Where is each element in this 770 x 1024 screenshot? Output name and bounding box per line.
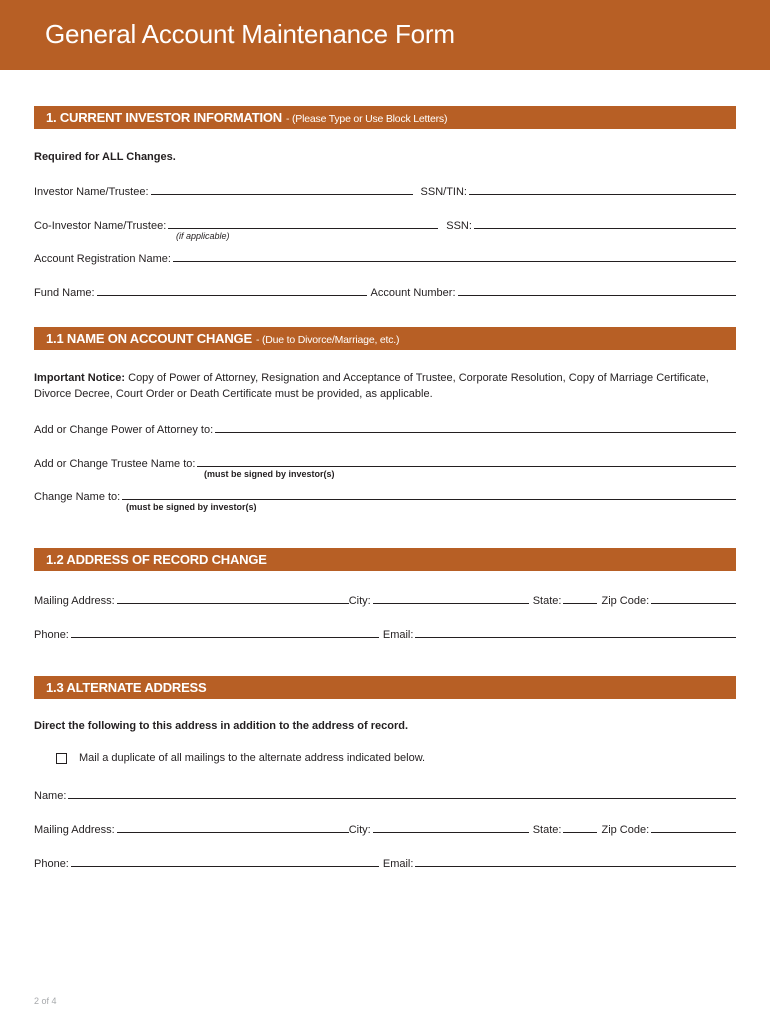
- state-field[interactable]: [563, 832, 597, 833]
- email-label: Email:: [382, 858, 414, 870]
- record-mailing-row: [34, 591, 736, 607]
- duplicate-mailing-checkbox[interactable]: [56, 753, 67, 764]
- record-phone-row: [34, 625, 736, 641]
- trustee-row: [34, 454, 736, 470]
- co-investor-field[interactable]: [168, 228, 438, 229]
- email-field[interactable]: [415, 866, 736, 867]
- email-field[interactable]: [415, 637, 736, 638]
- email-label: Email:: [382, 629, 414, 641]
- section-header-alternate-address: [34, 676, 736, 699]
- name-field[interactable]: [68, 798, 736, 799]
- account-number-label: Account Number:: [370, 287, 456, 299]
- direct-note: Direct the following to this address in addition to the address of record.: [34, 720, 409, 732]
- name-label: Name:: [34, 790, 67, 802]
- mailing-address-label: Mailing Address:: [34, 595, 115, 607]
- co-investor-row: [34, 216, 736, 232]
- section-title: 1.2 ADDRESS OF RECORD CHANGE: [46, 552, 267, 567]
- if-applicable-note: (if applicable): [176, 231, 230, 241]
- required-note: Required for ALL Changes.: [34, 151, 176, 163]
- ssn-field[interactable]: [474, 228, 736, 229]
- important-notice-label: Important Notice:: [34, 372, 126, 384]
- account-number-field[interactable]: [458, 295, 736, 296]
- poa-row: [34, 420, 736, 436]
- trustee-field[interactable]: [197, 466, 736, 467]
- city-label: City:: [348, 595, 371, 607]
- important-notice-text: Copy of Power of Attorney, Resignation and Acceptance of Trustee, Corporate Resolution, Copy of Marriage Certificate, Divorce Decree, Court Order or Death Certificate must be provided, as applicable.: [34, 372, 709, 400]
- ssn-tin-label: SSN/TIN:: [420, 186, 467, 198]
- section-header-name-change: [34, 327, 736, 350]
- city-field[interactable]: [373, 603, 529, 604]
- alternate-phone-row: [34, 854, 736, 870]
- phone-label: Phone:: [34, 858, 69, 870]
- fund-name-label: Fund Name:: [34, 287, 95, 299]
- section-title: 1.3 ALTERNATE ADDRESS: [46, 680, 207, 695]
- zip-label: Zip Code:: [601, 824, 650, 836]
- phone-field[interactable]: [71, 637, 379, 638]
- investor-name-field[interactable]: [151, 194, 413, 195]
- phone-field[interactable]: [71, 866, 379, 867]
- section-subtitle: - (Due to Divorce/Marriage, etc.): [255, 334, 400, 346]
- fund-account-row: [34, 283, 736, 299]
- section-title: 1. CURRENT INVESTOR INFORMATION: [46, 110, 282, 125]
- change-name-field[interactable]: [122, 499, 736, 500]
- ssn-label: SSN:: [446, 220, 472, 232]
- section-title: 1.1 NAME ON ACCOUNT CHANGE: [46, 331, 252, 346]
- city-field[interactable]: [373, 832, 529, 833]
- zip-field[interactable]: [651, 832, 736, 833]
- poa-field[interactable]: [215, 432, 736, 433]
- city-label: City:: [348, 824, 371, 836]
- state-label: State:: [532, 595, 562, 607]
- title-bar: [0, 0, 770, 70]
- zip-label: Zip Code:: [601, 595, 650, 607]
- change-name-label: Change Name to:: [34, 491, 121, 503]
- state-label: State:: [532, 824, 562, 836]
- state-field[interactable]: [563, 603, 597, 604]
- account-registration-row: [34, 249, 736, 265]
- account-registration-label: Account Registration Name:: [34, 253, 171, 265]
- section-header-current-investor: [34, 106, 736, 129]
- investor-name-row: [34, 182, 736, 198]
- page-number: 2 of 4: [34, 996, 57, 1006]
- investor-name-label: Investor Name/Trustee:: [34, 186, 149, 198]
- ssn-tin-field[interactable]: [469, 194, 736, 195]
- mailing-address-label: Mailing Address:: [34, 824, 115, 836]
- form-title: General Account Maintenance Form: [45, 19, 455, 49]
- alternate-name-row: [34, 786, 736, 802]
- mailing-address-field[interactable]: [117, 832, 349, 833]
- section-header-address-change: [34, 548, 736, 571]
- duplicate-mailing-label: Mail a duplicate of all mailings to the alternate address indicated below.: [79, 752, 426, 764]
- trustee-label: Add or Change Trustee Name to:: [34, 458, 196, 470]
- co-investor-label: Co-Investor Name/Trustee:: [34, 220, 167, 232]
- phone-label: Phone:: [34, 629, 69, 641]
- mailing-address-field[interactable]: [117, 603, 349, 604]
- poa-label: Add or Change Power of Attorney to:: [34, 424, 214, 436]
- change-name-row: [34, 487, 736, 503]
- trustee-signature-note: (must be signed by investor(s): [204, 469, 335, 479]
- important-notice: [34, 370, 736, 402]
- account-registration-field[interactable]: [173, 261, 736, 262]
- alternate-mailing-row: [34, 820, 736, 836]
- fund-name-field[interactable]: [97, 295, 367, 296]
- section-subtitle: - (Please Type or Use Block Letters): [286, 113, 448, 125]
- zip-field[interactable]: [651, 603, 736, 604]
- change-name-signature-note: (must be signed by investor(s): [126, 502, 257, 512]
- duplicate-mailing-option: [56, 752, 425, 764]
